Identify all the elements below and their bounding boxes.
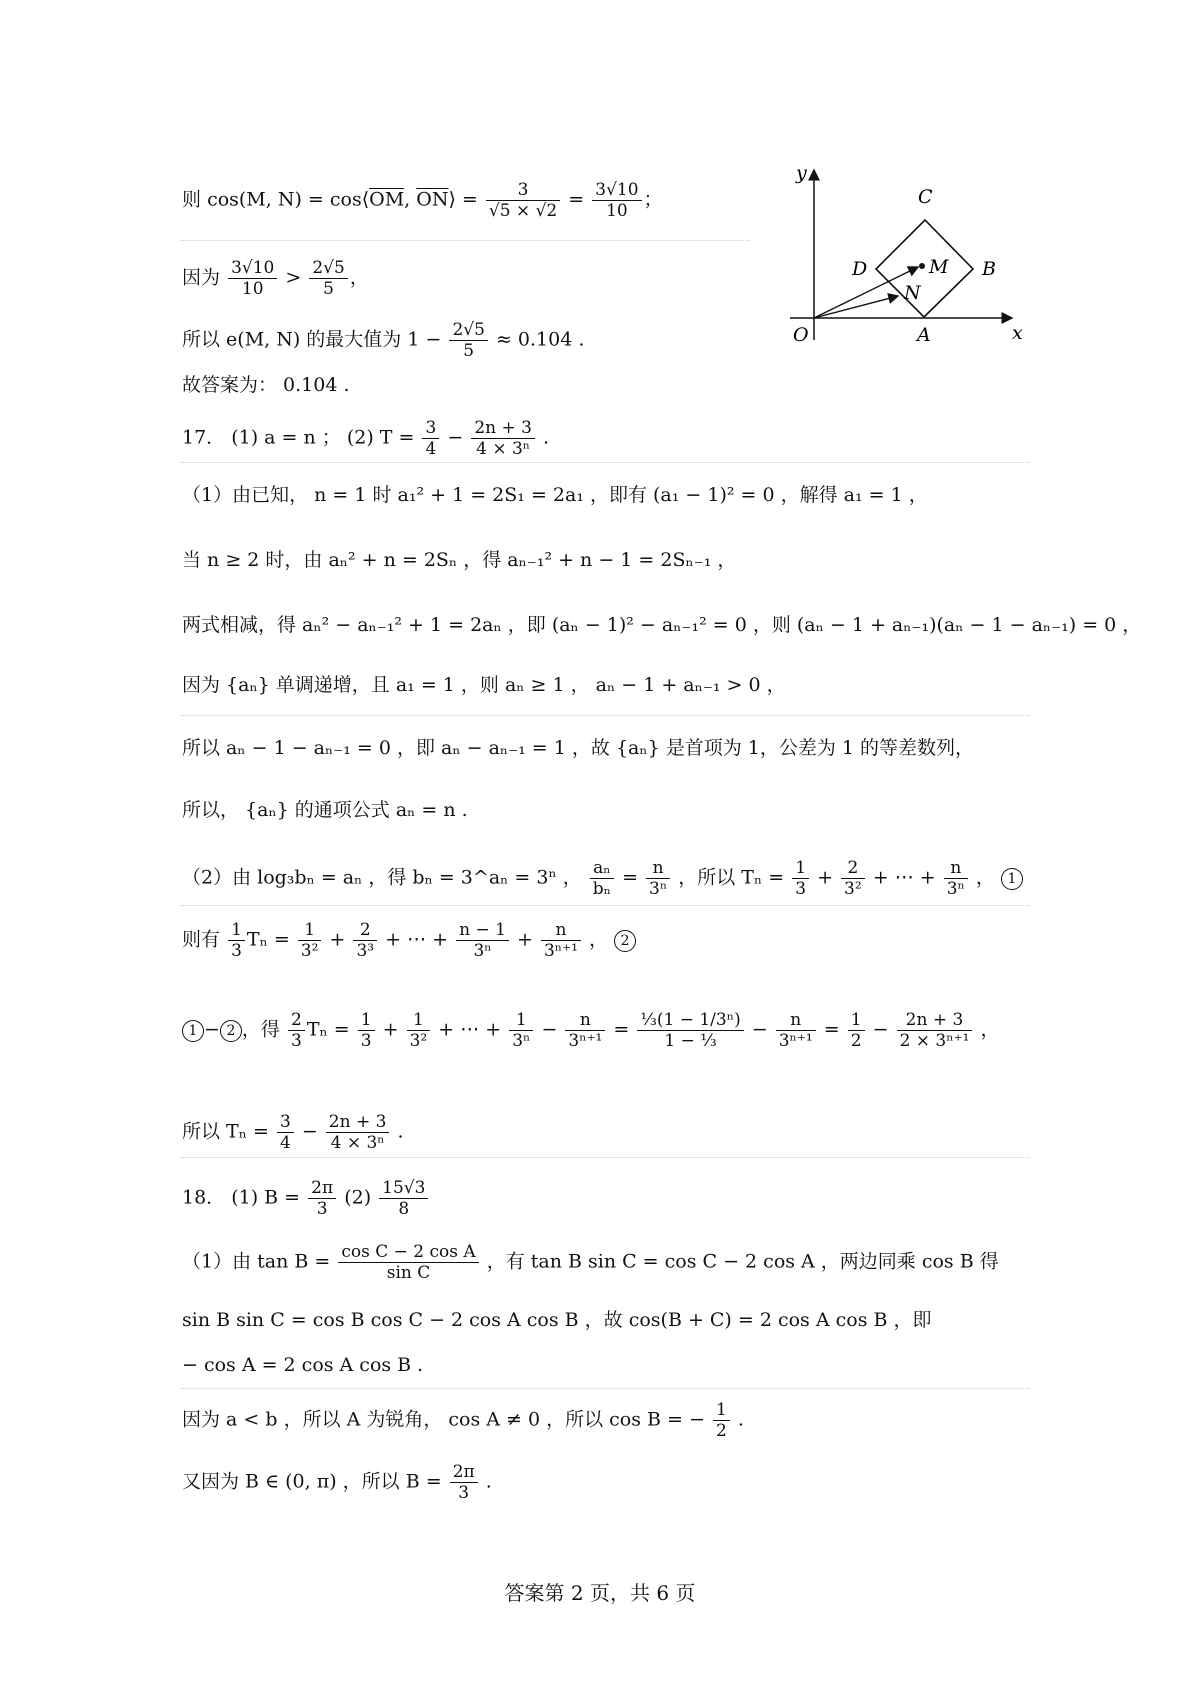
numerator: 1 <box>298 920 322 941</box>
text: + <box>382 1018 399 1041</box>
text: − <box>447 426 464 449</box>
divider <box>180 462 1030 463</box>
q18-step1-line5 <box>182 1462 492 1503</box>
numerator: 2n + 3 <box>471 418 535 439</box>
circled-number-1: 1 <box>182 1020 204 1042</box>
fraction <box>298 920 322 961</box>
q17-step2-line4 <box>182 1112 404 1153</box>
text: ， <box>975 866 995 889</box>
text: （1）由已知， n = 1 时 a₁² + 1 = 2S₁ = 2a₁ ，即有 (a₁ − 1)² = 0 ，解得 a₁ = 1 ， <box>182 484 928 506</box>
numerator: ⅓(1 − 1/3ⁿ) <box>637 1010 743 1031</box>
numerator: 1 <box>228 920 245 941</box>
label-c: C <box>918 186 933 208</box>
numerator: n <box>565 1010 605 1031</box>
text: = <box>568 188 585 211</box>
text: + ⋯ + <box>385 928 449 951</box>
text: 17． (1) a <box>182 426 276 449</box>
fraction <box>841 858 865 899</box>
fraction <box>848 1010 865 1051</box>
numerator: 3√10 <box>228 258 277 279</box>
denominator: 3ⁿ⁺¹ <box>543 941 578 961</box>
text: 则有 <box>182 928 221 951</box>
numerator: 3√10 <box>592 180 641 201</box>
text: + <box>817 866 833 889</box>
numerator: 1 <box>509 1010 533 1031</box>
label-y: y <box>796 165 807 184</box>
text: 当 n ≥ 2 时，由 aₙ² + n = 2Sₙ ，得 aₙ₋₁² + n − 1 = 2Sₙ₋₁ ， <box>182 549 737 571</box>
denominator: 2 × 3ⁿ⁺¹ <box>899 1031 970 1051</box>
fraction <box>288 1010 305 1051</box>
numerator: 2√5 <box>309 258 347 279</box>
fraction <box>450 1462 478 1503</box>
q18-step1-line1 <box>182 1242 999 1283</box>
fraction <box>565 1010 605 1051</box>
denominator: 4 <box>425 439 437 459</box>
text: + <box>329 928 346 951</box>
label-n: N <box>904 282 921 304</box>
denominator: 3² <box>300 941 319 961</box>
denominator: bₙ <box>592 879 612 899</box>
text: Tₙ = <box>306 1018 350 1041</box>
denominator: 3ⁿ⁺¹ <box>568 1031 603 1051</box>
numerator: 2n + 3 <box>897 1010 973 1031</box>
numerator: 2π <box>450 1462 478 1483</box>
text: （2）由 log₃bₙ = aₙ ，得 bₙ = 3^aₙ = 3ⁿ ， <box>182 866 582 889</box>
label-m: M <box>929 256 949 278</box>
q17-step1-line4 <box>182 670 786 700</box>
text: 两式相减，得 aₙ² − aₙ₋₁² + 1 = 2aₙ ，即 (aₙ − 1)² − aₙ₋₁² = 0 ，则 (aₙ − 1 + aₙ₋₁)(aₙ − 1 − aₙ₋₁) = 0 ， <box>182 614 1142 636</box>
fraction <box>353 920 377 961</box>
square-abcd <box>876 220 973 317</box>
circled-number-2: 2 <box>220 1020 242 1042</box>
text: 所以 e(M, N) 的最大值为 1 − <box>182 328 442 351</box>
text: 因为 <box>182 266 221 289</box>
q17-header <box>182 418 549 459</box>
denominator: 4 × 3ⁿ <box>476 439 531 459</box>
denominator: 5 <box>323 279 334 299</box>
divider <box>180 1388 1030 1389</box>
denominator: 8 <box>398 1199 410 1219</box>
page-footer: 答案第 2 页，共 6 页 <box>504 1581 696 1605</box>
fraction <box>228 920 245 961</box>
q17-step2-line2 <box>182 920 636 961</box>
vector-on: $\overline{ON}$ <box>416 188 449 211</box>
q17-step1-line1 <box>182 480 928 510</box>
denominator: 3ⁿ <box>946 879 965 899</box>
numerator: 1 <box>358 1010 375 1031</box>
fraction <box>449 320 487 361</box>
divider <box>180 905 1030 906</box>
numerator: 15√3 <box>379 1178 428 1199</box>
text: = <box>392 426 415 449</box>
text: − <box>204 1018 220 1041</box>
text: − <box>751 1018 768 1041</box>
text: cos(M, N) = cos⟨ <box>207 188 370 211</box>
numerator: 3 <box>422 418 439 439</box>
vector-on-arrow <box>814 296 898 318</box>
circled-number-1: 1 <box>1001 868 1023 890</box>
fraction <box>379 1178 428 1219</box>
text: 故答案为： 0.104 . <box>182 374 350 396</box>
fraction <box>592 180 641 221</box>
text: 又因为 B ∈ (0, π) ，所以 B = <box>182 1470 442 1493</box>
denominator: 5 <box>463 341 475 361</box>
numerator: n − 1 <box>456 920 509 941</box>
denominator: 2 <box>850 1031 862 1051</box>
numerator: 2π <box>308 1178 336 1199</box>
q17-step1-line5 <box>182 733 974 763</box>
q16-cos-line <box>182 180 663 221</box>
fraction <box>407 1010 431 1051</box>
text: ，所以 Tₙ = <box>678 866 785 889</box>
text: ， <box>588 928 608 951</box>
label-b: B <box>982 258 996 280</box>
numerator: 1 <box>848 1010 865 1031</box>
fraction <box>308 1178 336 1219</box>
label-o: O <box>793 324 809 346</box>
denominator: 3 <box>360 1031 372 1051</box>
q16-answer-line <box>182 370 350 400</box>
text: ，有 tan B sin C = cos C − 2 cos A ，两边同乘 cos B 得 <box>486 1250 999 1273</box>
text: − <box>872 1018 889 1041</box>
numerator: n <box>646 858 670 879</box>
denominator: 3 <box>231 941 242 961</box>
fraction <box>713 1400 730 1441</box>
q18-step1-line3 <box>182 1350 423 1380</box>
text: ≈ 0.104 . <box>495 328 585 351</box>
text: + ⋯ + <box>438 1018 502 1041</box>
vector-om: $\overline{OM}$ <box>369 188 405 211</box>
text: = <box>622 866 638 889</box>
text: − <box>541 1018 558 1041</box>
denominator: 10 <box>241 279 264 299</box>
text: 则 <box>182 188 202 211</box>
fraction <box>646 858 670 899</box>
text: ⟩ = <box>448 188 478 211</box>
numerator: 3 <box>277 1112 294 1133</box>
q17-step1-line6 <box>182 795 468 825</box>
fraction <box>338 1242 478 1283</box>
numerator: 3 <box>486 180 560 201</box>
fraction <box>358 1010 375 1051</box>
coordinate-figure <box>790 165 1030 355</box>
fraction <box>471 418 535 459</box>
text: . <box>485 1470 492 1493</box>
text: = n ； (2) T <box>275 426 393 449</box>
text: 所以， {aₙ} 的通项公式 aₙ = n . <box>182 799 468 821</box>
text: > <box>285 266 302 289</box>
numerator: n <box>541 920 581 941</box>
fraction <box>897 1010 973 1051</box>
text: sin B sin C = cos B cos C − 2 cos A cos B ，故 cos(B + C) = 2 cos A cos B ，即 <box>182 1309 932 1331</box>
point-m <box>919 263 925 269</box>
text: ，得 <box>241 1018 280 1041</box>
numerator: n <box>776 1010 816 1031</box>
denominator: 3³ <box>356 941 375 961</box>
q18-step1-line2 <box>182 1305 931 1335</box>
fraction <box>326 1112 390 1153</box>
numerator: 2 <box>841 858 865 879</box>
denominator: 3 <box>458 1483 470 1503</box>
fraction <box>590 858 614 899</box>
text: = <box>823 1018 840 1041</box>
text: + ⋯ + <box>872 866 936 889</box>
numerator: cos C − 2 cos A <box>338 1242 478 1263</box>
fraction <box>792 858 809 899</box>
text: (2) <box>344 1186 372 1209</box>
divider <box>180 240 750 241</box>
denominator: 1 − ⅓ <box>664 1031 717 1051</box>
q17-step2-line3 <box>182 1010 999 1051</box>
q17-step2-line1 <box>182 858 1023 899</box>
text: ， <box>349 266 369 289</box>
fraction <box>486 180 560 221</box>
divider <box>180 715 1030 716</box>
fraction <box>776 1010 816 1051</box>
label-d: D <box>852 258 868 280</box>
denominator: 3 <box>290 1031 302 1051</box>
text: （1）由 tan B = <box>182 1250 331 1273</box>
fraction <box>309 258 347 299</box>
text: . <box>397 1120 404 1143</box>
numerator: 2√5 <box>449 320 487 341</box>
text: , <box>404 188 417 211</box>
text: 因为 a < b ，所以 A 为锐角， cos A ≠ 0 ，所以 cos B = − <box>182 1408 705 1431</box>
numerator: 1 <box>792 858 809 879</box>
numerator: n <box>944 858 968 879</box>
text: ； <box>643 188 663 211</box>
denominator: 4 × 3ⁿ <box>330 1133 385 1153</box>
q16-max-line <box>182 320 584 361</box>
q18-header <box>182 1178 430 1219</box>
text: 18． (1) B = <box>182 1186 301 1209</box>
denominator: 10 <box>606 201 628 221</box>
numerator: 2 <box>353 920 377 941</box>
text: Tₙ = <box>246 928 290 951</box>
text: = <box>613 1018 630 1041</box>
numerator: 2 <box>288 1010 305 1031</box>
circled-number-2: 2 <box>614 930 636 952</box>
fraction <box>228 258 277 299</box>
denominator: 3² <box>409 1031 428 1051</box>
denominator: 3 <box>795 879 807 899</box>
label-x: x <box>1012 322 1023 344</box>
text: 所以 aₙ − 1 − aₙ₋₁ = 0 ，即 aₙ − aₙ₋₁ = 1 ，故 {aₙ} 是首项为 1，公差为 1 的等差数列， <box>182 737 974 759</box>
fraction <box>456 920 509 961</box>
fraction <box>541 920 581 961</box>
divider <box>180 1157 1030 1158</box>
q18-step1-line4 <box>182 1400 744 1441</box>
text: ， <box>980 1018 1000 1041</box>
numerator: 1 <box>713 1400 730 1421</box>
text: − cos A = 2 cos A cos B . <box>182 1354 424 1376</box>
fraction <box>944 858 968 899</box>
denominator: 4 <box>279 1133 291 1153</box>
denominator: 3² <box>844 879 862 899</box>
q17-step1-line3 <box>182 610 1141 640</box>
label-a: A <box>917 324 931 346</box>
denominator: 3ⁿ <box>512 1031 531 1051</box>
denominator: 3 <box>316 1199 328 1219</box>
denominator: 2 <box>715 1421 727 1441</box>
q16-compare-line <box>182 258 369 299</box>
numerator: aₙ <box>590 858 614 879</box>
text: 所以 Tₙ = <box>182 1120 269 1143</box>
denominator: 3ⁿ⁺¹ <box>778 1031 813 1051</box>
text: . <box>543 426 550 449</box>
denominator: 3ⁿ <box>473 941 492 961</box>
numerator: 1 <box>407 1010 431 1031</box>
numerator: 2n + 3 <box>326 1112 390 1133</box>
denominator: 3ⁿ <box>649 879 668 899</box>
fraction <box>422 418 439 459</box>
q17-step1-line2 <box>182 545 736 575</box>
fraction <box>277 1112 294 1153</box>
text: − <box>301 1120 318 1143</box>
fraction <box>509 1010 533 1051</box>
denominator: sin C <box>386 1263 431 1283</box>
fraction <box>637 1010 743 1051</box>
text: + <box>516 928 533 951</box>
text: . <box>737 1408 744 1431</box>
denominator: √5 × √2 <box>488 201 558 221</box>
text: 因为 {aₙ} 单调递增，且 a₁ = 1 ，则 aₙ ≥ 1 ， aₙ − 1 + aₙ₋₁ > 0 ， <box>182 674 786 696</box>
